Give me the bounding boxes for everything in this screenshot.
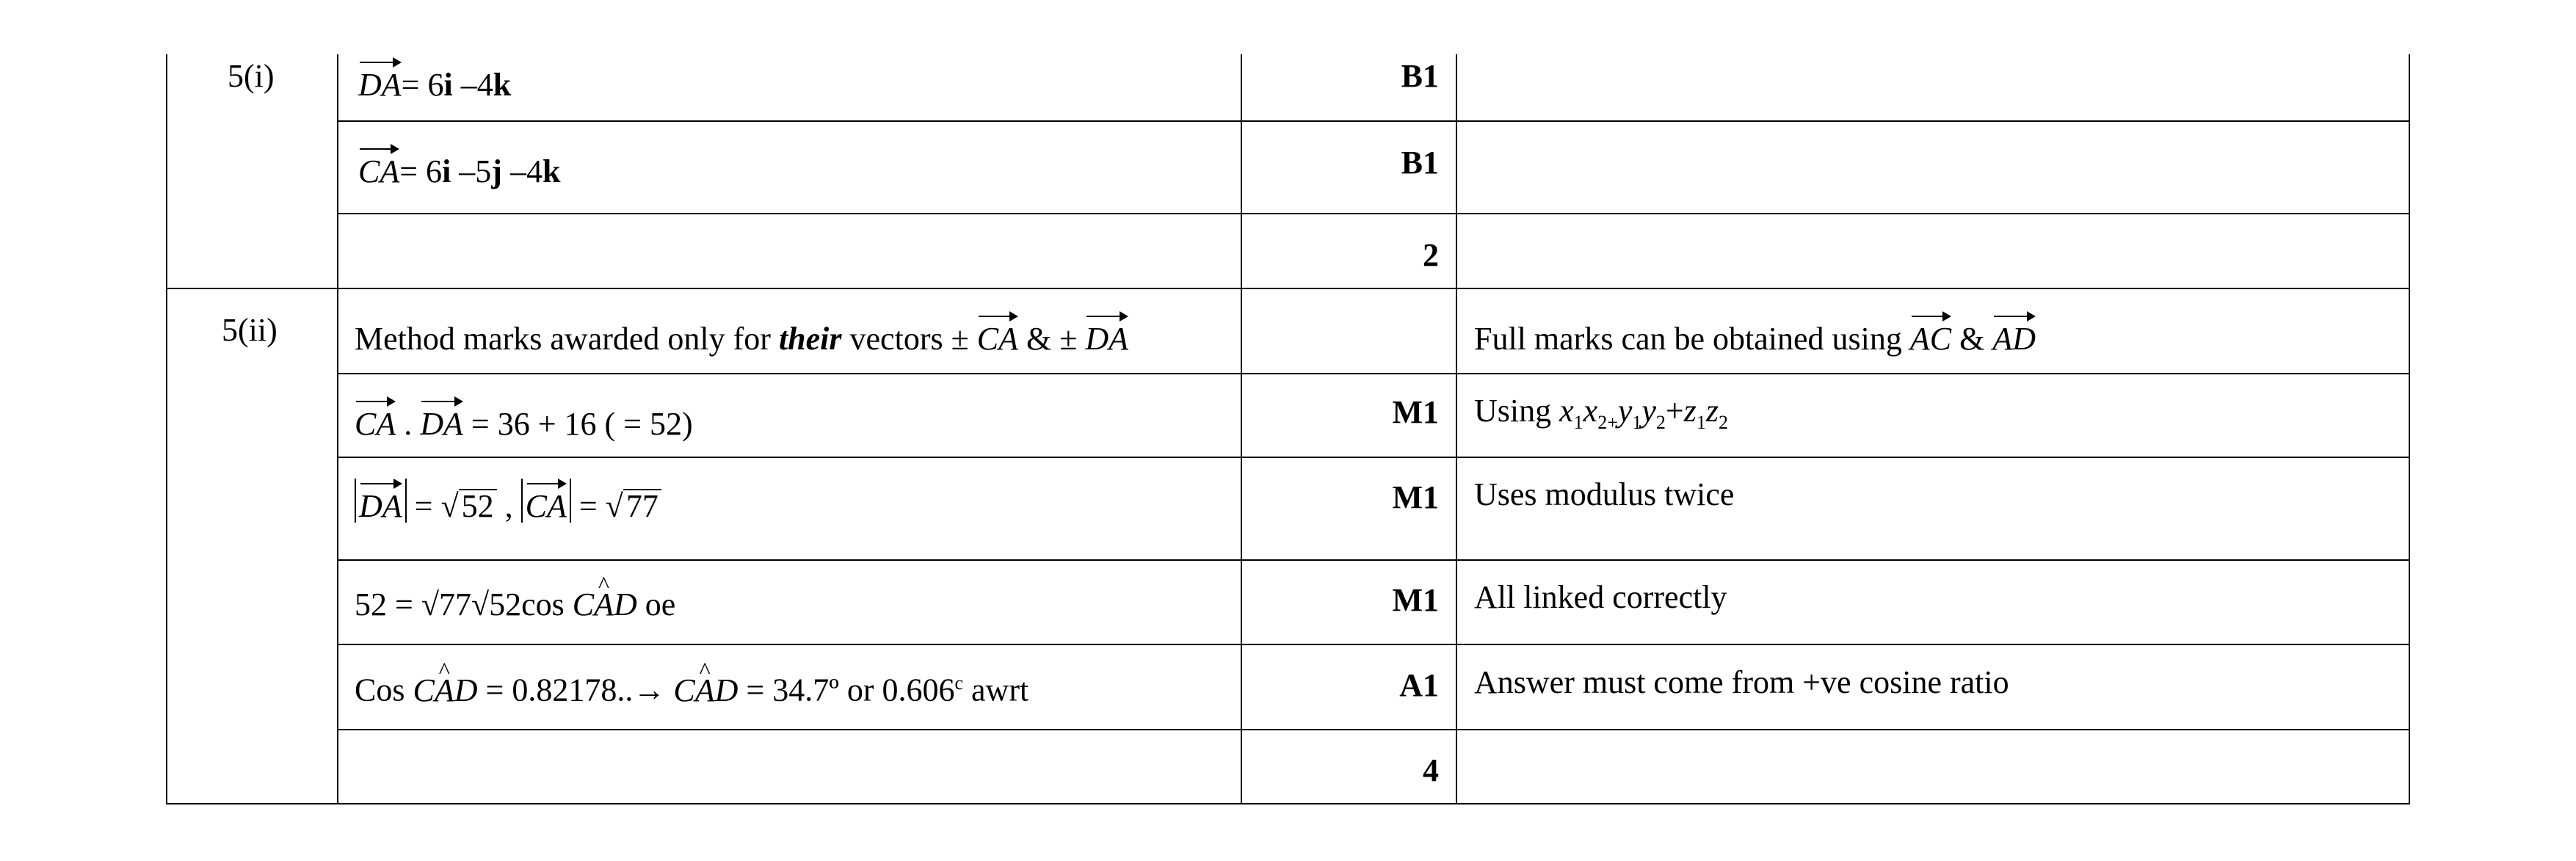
table-right-border — [2409, 54, 2410, 804]
question-number: 5(i) — [228, 58, 275, 94]
col-divider-3 — [1456, 54, 1457, 804]
table-left-border — [166, 54, 167, 804]
answer-cell: DA= 6i –4k — [358, 57, 511, 101]
vector-ca: CA — [358, 144, 399, 188]
row-divider — [337, 559, 2410, 561]
vector-da: DA — [420, 396, 463, 440]
row-divider — [337, 729, 2410, 730]
guidance-cell: Full marks can be obtained using AC & AD — [1474, 311, 2036, 355]
answer-cell: 52 = √77√52cos C^ AD oe — [355, 589, 675, 621]
mark: A1 — [1399, 667, 1439, 703]
modulus — [521, 479, 571, 523]
vector-da: DA — [358, 57, 402, 101]
col-divider-2 — [1241, 54, 1242, 804]
guidance-cell: Answer must come from +ve cosine ratio — [1474, 664, 2009, 700]
mark: M1 — [1392, 479, 1439, 515]
row-divider — [337, 373, 2410, 374]
answer-cell: CA . DA = 36 + 16 ( = 52) — [355, 396, 693, 440]
total-mark: 4 — [1423, 752, 1439, 788]
vector-ca: CA — [977, 311, 1018, 355]
row-divider — [337, 120, 2410, 122]
vector-ac: AC — [1910, 311, 1951, 355]
mark: M1 — [1392, 582, 1439, 618]
section-divider — [166, 288, 2410, 289]
modulus — [355, 479, 407, 523]
row-divider — [337, 644, 2410, 645]
vector-ad: AD — [1992, 311, 2036, 355]
guidance-cell: All linked correctly — [1474, 579, 1727, 615]
vector-da: DA — [359, 479, 402, 523]
guidance-cell: Uses modulus twice — [1474, 476, 1735, 512]
guidance-cell: Using $x_1x_{2+}y_1y_2+z_1z_2$ — [1474, 393, 1728, 433]
vector-ca: CA — [355, 396, 396, 440]
answer-cell: DA = √52 , CA = √77 — [355, 479, 661, 523]
row-divider — [337, 457, 2410, 458]
answer-cell: CA= 6i –5j –4k — [358, 144, 560, 188]
mark: M1 — [1392, 394, 1439, 430]
table-bottom-border — [166, 803, 2410, 804]
answer-cell: Cos C^ AD = 0.82178..→ C^ AD = 34.7º or 0.606$^c$ awrt — [355, 674, 1028, 707]
vector-da: DA — [1085, 311, 1128, 355]
col-divider-1 — [337, 54, 338, 804]
vector-ca: CA — [526, 479, 567, 523]
angle-cad: C^ AD — [413, 672, 477, 708]
question-number: 5(ii) — [222, 312, 277, 348]
mark: B1 — [1401, 145, 1439, 181]
row-divider — [337, 213, 2410, 214]
angle-cad: C^ AD — [673, 672, 738, 708]
mark: B1 — [1401, 58, 1439, 94]
total-mark: 2 — [1423, 237, 1439, 273]
angle-cad: C^ AD — [573, 586, 637, 622]
answer-cell: Method marks awarded only for their vectors ± CA & ± DA — [355, 311, 1128, 355]
